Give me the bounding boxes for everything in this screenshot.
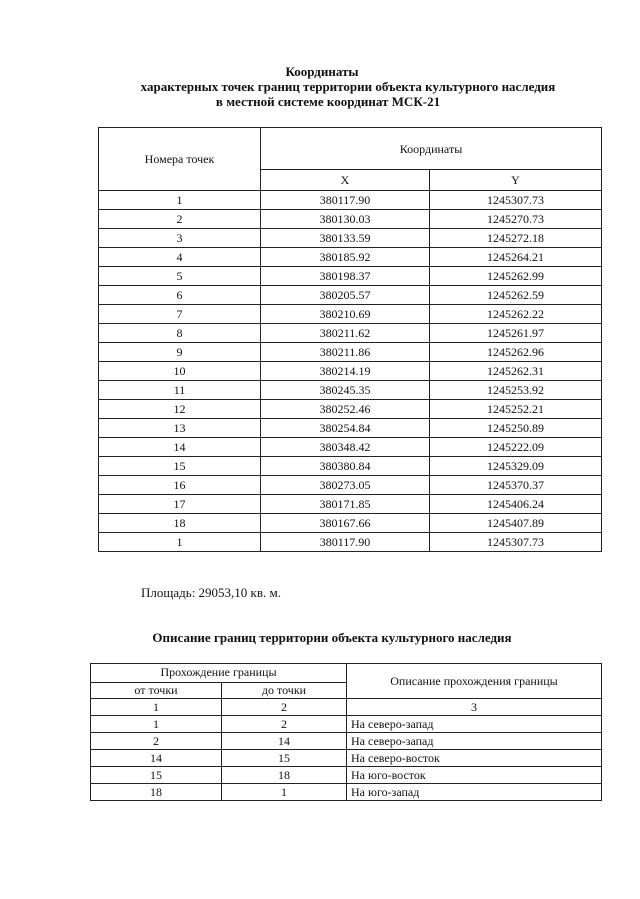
y-value: 1245307.73 — [430, 533, 602, 552]
point-number: 13 — [99, 419, 261, 438]
from-point: 2 — [91, 733, 222, 750]
table-row — [99, 324, 602, 343]
table-row — [91, 784, 602, 801]
x-value: 380380.84 — [261, 457, 430, 476]
y-value: 1245250.89 — [430, 419, 602, 438]
table-row — [99, 362, 602, 381]
point-number: 10 — [99, 362, 261, 381]
title-line-2: характерных точек границ территории объекта культурного наследия — [140, 79, 556, 94]
y-value: 1245261.97 — [430, 324, 602, 343]
table-row — [99, 457, 602, 476]
title-line-1: Координаты — [285, 64, 359, 79]
x-value: 380273.05 — [261, 476, 430, 495]
x-value: 380214.19 — [261, 362, 430, 381]
x-value: 380130.03 — [261, 210, 430, 229]
point-number: 12 — [99, 400, 261, 419]
table-row — [91, 750, 602, 767]
point-number: 5 — [99, 267, 261, 286]
table-row — [99, 248, 602, 267]
direction-description: На юго-запад — [347, 784, 602, 801]
x-value: 380211.62 — [261, 324, 430, 343]
boundary-description-table — [90, 663, 602, 801]
table-row — [99, 400, 602, 419]
point-number: 17 — [99, 495, 261, 514]
table-row — [99, 343, 602, 362]
x-value: 380205.57 — [261, 286, 430, 305]
y-value: 1245370.37 — [430, 476, 602, 495]
to-point: 2 — [222, 716, 347, 733]
point-number: 6 — [99, 286, 261, 305]
point-number: 11 — [99, 381, 261, 400]
from-point: 14 — [91, 750, 222, 767]
header-x: X — [261, 170, 430, 191]
header-boundary-passage: Прохождение границы — [91, 664, 347, 683]
to-point: 14 — [222, 733, 347, 750]
x-value: 380117.90 — [261, 191, 430, 210]
column-number: 3 — [347, 699, 602, 716]
header-point-numbers: Номера точек — [99, 128, 261, 191]
to-point: 15 — [222, 750, 347, 767]
table-row — [99, 419, 602, 438]
x-value: 380211.86 — [261, 343, 430, 362]
direction-description: На юго-восток — [347, 767, 602, 784]
table-row — [99, 191, 602, 210]
table-row — [91, 716, 602, 733]
from-point: 1 — [91, 716, 222, 733]
x-value: 380117.90 — [261, 533, 430, 552]
point-number: 7 — [99, 305, 261, 324]
x-value: 380167.66 — [261, 514, 430, 533]
y-value: 1245262.96 — [430, 343, 602, 362]
y-value: 1245329.09 — [430, 457, 602, 476]
document-title — [0, 64, 640, 109]
x-value: 380185.92 — [261, 248, 430, 267]
area-text: Площадь: 29053,10 кв. м. — [141, 585, 281, 600]
to-point: 18 — [222, 767, 347, 784]
y-value: 1245262.31 — [430, 362, 602, 381]
column-number-row — [91, 699, 602, 716]
y-value: 1245262.99 — [430, 267, 602, 286]
point-number: 1 — [99, 533, 261, 552]
header-passage-description: Описание прохождения границы — [347, 664, 602, 699]
y-value: 1245252.21 — [430, 400, 602, 419]
point-number: 14 — [99, 438, 261, 457]
x-value: 380133.59 — [261, 229, 430, 248]
table-row — [91, 733, 602, 750]
direction-description: На северо-запад — [347, 716, 602, 733]
y-value: 1245262.59 — [430, 286, 602, 305]
point-number: 18 — [99, 514, 261, 533]
table-row — [99, 438, 602, 457]
header-coordinates: Координаты — [261, 128, 602, 170]
table-row — [99, 305, 602, 324]
to-point: 1 — [222, 784, 347, 801]
y-value: 1245407.89 — [430, 514, 602, 533]
y-value: 1245264.21 — [430, 248, 602, 267]
x-value: 380348.42 — [261, 438, 430, 457]
header-y: Y — [430, 170, 602, 191]
header-from-point: от точки — [91, 682, 222, 698]
y-value: 1245253.92 — [430, 381, 602, 400]
point-number: 1 — [99, 191, 261, 210]
point-number: 2 — [99, 210, 261, 229]
table-row — [91, 767, 602, 784]
x-value: 380245.35 — [261, 381, 430, 400]
x-value: 380171.85 — [261, 495, 430, 514]
table-row — [99, 267, 602, 286]
y-value: 1245272.18 — [430, 229, 602, 248]
header-to-point: до точки — [222, 682, 347, 698]
from-point: 18 — [91, 784, 222, 801]
column-number: 1 — [91, 699, 222, 716]
table-row — [99, 533, 602, 552]
x-value: 380210.69 — [261, 305, 430, 324]
y-value: 1245307.73 — [430, 191, 602, 210]
point-number: 16 — [99, 476, 261, 495]
table-row — [99, 514, 602, 533]
point-number: 4 — [99, 248, 261, 267]
title-line-3: в местной системе координат МСК-21 — [215, 94, 441, 109]
y-value: 1245406.24 — [430, 495, 602, 514]
from-point: 15 — [91, 767, 222, 784]
table-row — [99, 381, 602, 400]
x-value: 380252.46 — [261, 400, 430, 419]
x-value: 380198.37 — [261, 267, 430, 286]
point-number: 8 — [99, 324, 261, 343]
coordinates-table — [98, 127, 602, 552]
column-number: 2 — [222, 699, 347, 716]
y-value: 1245222.09 — [430, 438, 602, 457]
y-value: 1245270.73 — [430, 210, 602, 229]
point-number: 9 — [99, 343, 261, 362]
table-row — [99, 210, 602, 229]
x-value: 380254.84 — [261, 419, 430, 438]
table-row — [99, 476, 602, 495]
direction-description: На северо-запад — [347, 733, 602, 750]
table-row — [99, 495, 602, 514]
point-number: 15 — [99, 457, 261, 476]
point-number: 3 — [99, 229, 261, 248]
direction-description: На северо-восток — [347, 750, 602, 767]
table-row — [99, 286, 602, 305]
boundary-description-title: Описание границ территории объекта культурного наследия — [152, 630, 512, 645]
table-row — [99, 229, 602, 248]
y-value: 1245262.22 — [430, 305, 602, 324]
